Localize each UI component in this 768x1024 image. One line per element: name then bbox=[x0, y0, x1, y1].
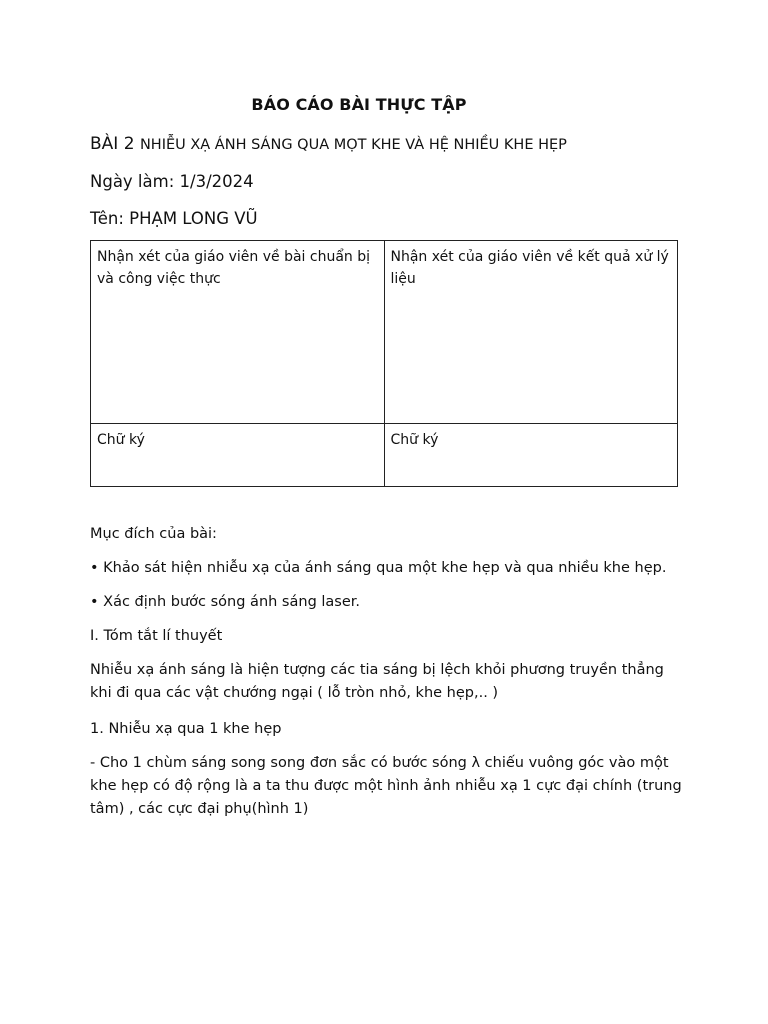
lab-subtitle-text: NHIỄU XẠ ÁNH SÁNG QUA MỌT KHE VÀ HỆ NHIỀU KHE HẸP bbox=[139, 137, 567, 153]
theory-heading: I. Tóm tắt lí thuyết bbox=[90, 628, 223, 644]
prep-comment-cell: Nhận xét của giáo viên về bài chuẩn bị và công việc thực bbox=[91, 241, 385, 424]
result-comment-cell: Nhận xét của giáo viên về kết quả xử lý liệu bbox=[384, 241, 678, 424]
section-1-heading: 1. Nhiễu xạ qua 1 khe hẹp bbox=[90, 721, 282, 737]
date-line: Ngày làm: 1/3/2024 bbox=[90, 172, 254, 191]
report-title-text: BÁO CÁO BÀI THỰC TẬP bbox=[251, 95, 467, 114]
report-title bbox=[0, 95, 768, 114]
signature-cell-right: Chữ ký bbox=[384, 424, 678, 487]
table-row bbox=[91, 241, 678, 424]
teacher-evaluation-table bbox=[90, 240, 678, 487]
table-row bbox=[91, 424, 678, 487]
student-name-line: Tên: PHẠM LONG VŨ bbox=[90, 209, 258, 228]
purpose-bullet-2: • Xác định bước sóng ánh sáng laser. bbox=[90, 594, 361, 610]
purpose-bullet-1: • Khảo sát hiện nhiễu xạ của ánh sáng qua một khe hẹp và qua nhiều khe hẹp. bbox=[90, 560, 667, 576]
signature-cell-left: Chữ ký bbox=[91, 424, 385, 487]
purpose-heading: Mục đích của bài: bbox=[90, 526, 217, 542]
section-1-paragraph: - Cho 1 chùm sáng song song đơn sắc có bước sóng λ chiếu vuông góc vào một khe hẹp có độ rộng là a ta thu được một hình ảnh nhiễu xạ 1 cực đại chính (trung tâm) , các cực đại phụ(hình 1) bbox=[90, 755, 682, 817]
lab-subtitle-prefix: BÀI 2 bbox=[90, 134, 140, 154]
theory-paragraph: Nhiễu xạ ánh sáng là hiện tượng các tia sáng bị lệch khỏi phương truyền thẳng khi đi qua các vật chướng ngại ( lỗ tròn nhỏ, khe hẹp,.. ) bbox=[90, 662, 664, 701]
lab-subtitle bbox=[90, 134, 567, 154]
